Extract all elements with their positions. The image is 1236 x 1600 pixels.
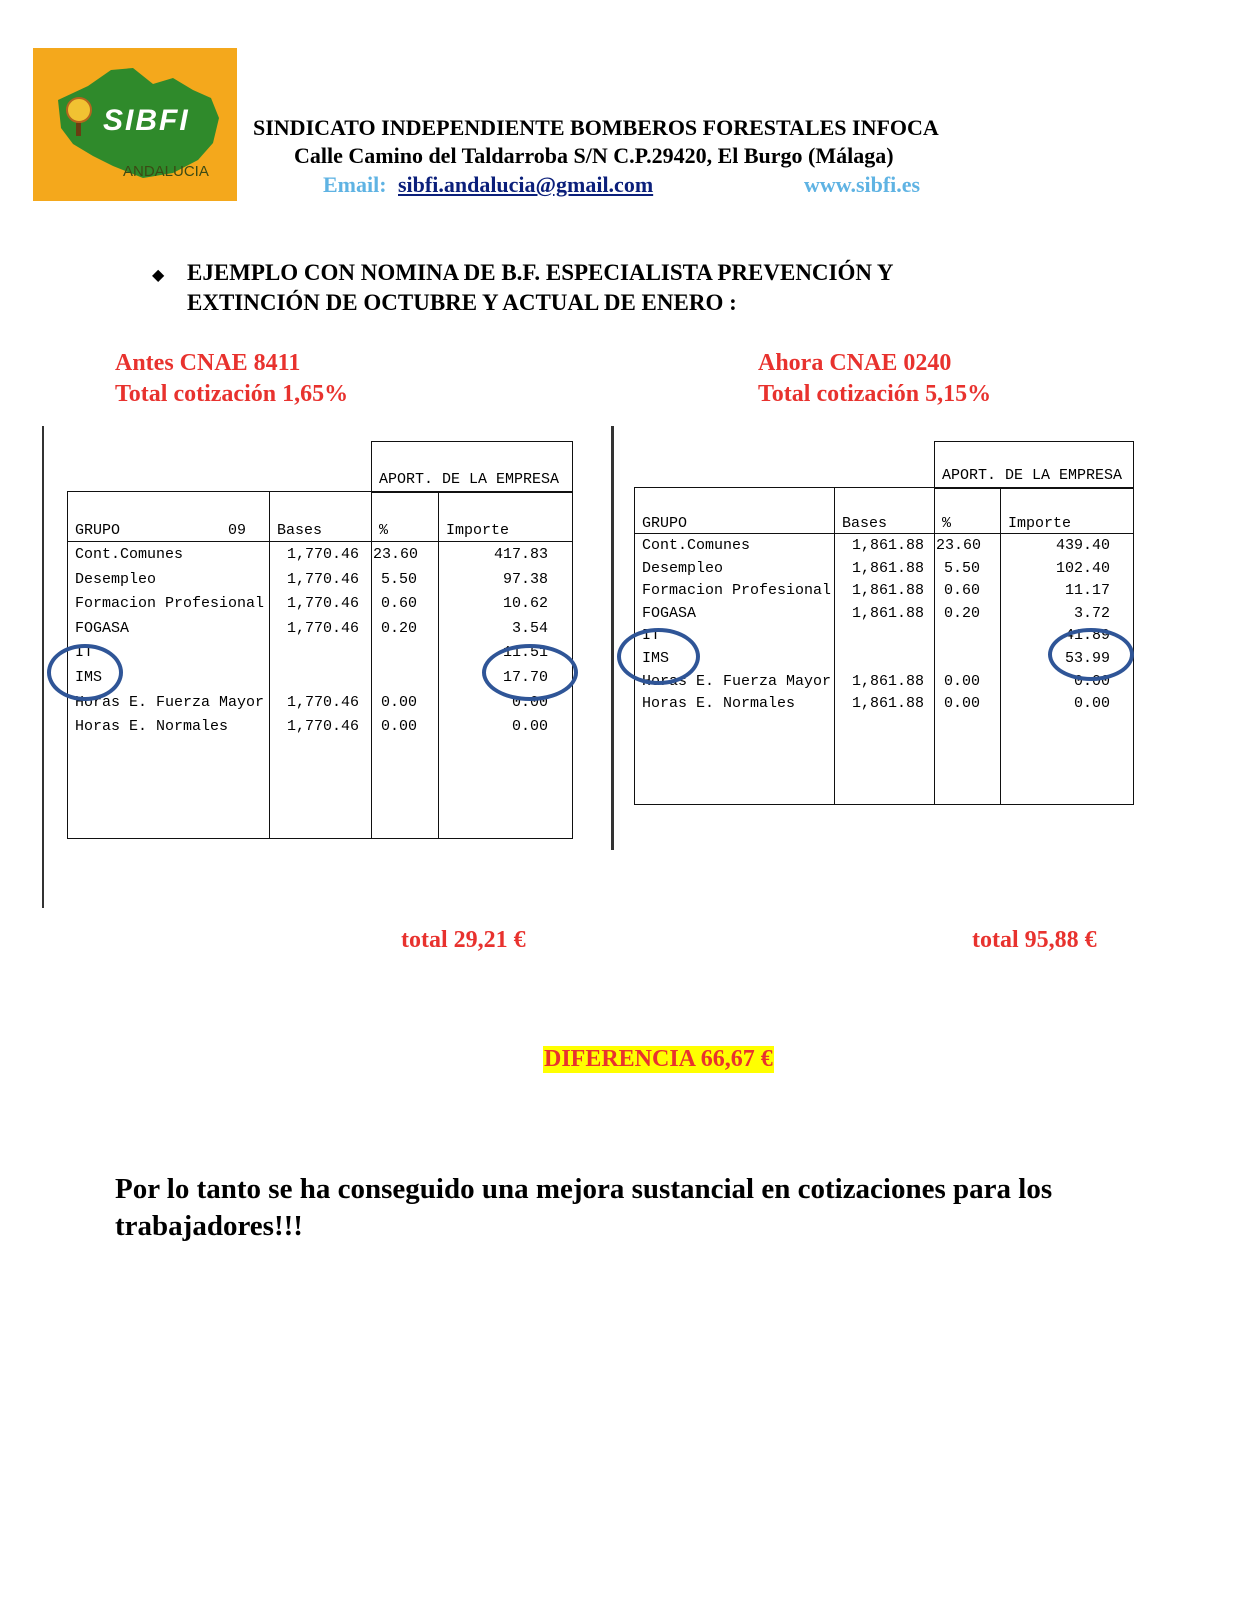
row-concept: Horas E. Fuerza Mayor <box>75 693 265 711</box>
row-concept: Cont.Comunes <box>75 546 184 563</box>
now-rate-label: Total cotización 5,15% <box>758 381 992 407</box>
website-link[interactable]: www.sibfi.es <box>804 172 921 197</box>
row-concept: Horas E. Fuerza Mayor <box>642 672 832 690</box>
row-pct: 0.00 <box>943 672 980 690</box>
row-concept: IMS <box>75 669 103 686</box>
center-divider <box>611 426 614 850</box>
col-importe: Importe <box>1008 515 1072 532</box>
row-base: 1,861.88 <box>851 672 924 690</box>
row-amount: 17.70 <box>502 669 548 686</box>
row-amount: 439.40 <box>1055 537 1110 554</box>
row-amount: 0.00 <box>511 718 548 736</box>
diamond-bullet-icon: ◆ <box>152 267 165 284</box>
row-pct: 0.00 <box>380 693 417 711</box>
row-pct: 23.60 <box>373 546 419 563</box>
employer-contribution-header: APORT. DE LA EMPRESA <box>379 471 560 488</box>
row-pct: 5.50 <box>380 570 417 588</box>
row-base: 1,861.88 <box>851 604 924 622</box>
col-grupo: GRUPO <box>642 515 688 532</box>
email-link[interactable]: sibfi.andalucia@gmail.com <box>398 172 654 197</box>
logo-region: ANDALUCIA <box>123 163 209 180</box>
row-pct: 0.60 <box>380 595 417 613</box>
row-pct: 0.00 <box>380 718 417 736</box>
row-concept: Horas E. Normales <box>642 695 796 713</box>
row-base: 1,770.46 <box>286 570 359 588</box>
row-concept: Formacion Profesional <box>75 595 265 613</box>
conclusion-text: Por lo tanto se ha conseguido una mejora sustancial en cotizaciones para los trabajadores!!! <box>115 1173 1053 1242</box>
row-amount: 0.00 <box>511 693 548 711</box>
row-amount: 10.62 <box>502 595 548 613</box>
row-pct: 0.00 <box>943 695 980 713</box>
row-amount: 11.51 <box>502 644 548 662</box>
row-base: 1,770.46 <box>286 619 359 637</box>
row-pct: 0.20 <box>380 619 417 637</box>
row-amount: 11.17 <box>1064 582 1110 600</box>
row-base: 1,770.46 <box>286 718 359 736</box>
row-base: 1,770.46 <box>286 595 359 613</box>
row-concept: IT <box>642 627 661 645</box>
left-it-ims-circle <box>47 644 123 701</box>
row-concept: Desempleo <box>642 559 724 577</box>
row-amount: 3.72 <box>1073 604 1110 622</box>
row-pct: 5.50 <box>943 559 980 577</box>
col-pct: % <box>942 515 952 532</box>
difference-highlight: DIFERENCIA 66,67 € <box>544 1046 773 1072</box>
right-it-ims-circle <box>617 628 700 685</box>
now-cnae-label: Ahora CNAE 0240 <box>758 350 952 376</box>
union-address: Calle Camino del Taldarroba S/N C.P.29420, El Burgo (Málaga) <box>294 143 894 168</box>
row-base: 1,770.46 <box>286 693 359 711</box>
grupo-number: 09 <box>228 522 247 539</box>
row-amount: 41.89 <box>1064 627 1110 645</box>
row-amount: 97.38 <box>502 570 548 588</box>
row-concept: FOGASA <box>642 604 697 622</box>
row-amount: 417.83 <box>493 546 548 563</box>
example-heading-line-1: EJEMPLO CON NOMINA DE B.F. ESPECIALISTA PREVENCIÓN Y <box>187 260 894 285</box>
sibfi-logo <box>33 48 237 201</box>
col-importe: Importe <box>446 522 510 539</box>
left-amount-circle <box>482 644 578 701</box>
before-rate-label: Total cotización 1,65% <box>115 381 349 407</box>
email-label: Email: <box>323 172 387 197</box>
col-grupo: GRUPO <box>75 522 121 539</box>
row-concept: Cont.Comunes <box>642 537 751 554</box>
row-base: 1,861.88 <box>851 537 924 554</box>
right-amount-circle <box>1048 628 1134 681</box>
row-amount: 53.99 <box>1064 650 1110 667</box>
left-divider <box>42 426 44 908</box>
row-base: 1,861.88 <box>851 582 924 600</box>
row-base: 1,770.46 <box>286 546 359 563</box>
row-concept: FOGASA <box>75 619 130 637</box>
row-amount: 3.54 <box>511 619 548 637</box>
row-pct: 0.20 <box>943 604 980 622</box>
row-amount: 0.00 <box>1073 695 1110 713</box>
row-concept: Horas E. Normales <box>75 718 229 736</box>
before-cnae-label: Antes CNAE 8411 <box>115 350 301 376</box>
logo-wordmark: SIBFI <box>103 104 190 137</box>
row-concept: IMS <box>642 650 670 667</box>
row-amount: 102.40 <box>1055 559 1110 577</box>
row-pct: 23.60 <box>936 537 982 554</box>
row-concept: Desempleo <box>75 570 157 588</box>
row-pct: 0.60 <box>943 582 980 600</box>
row-concept: Formacion Profesional <box>642 582 832 600</box>
row-base: 1,861.88 <box>851 559 924 577</box>
col-pct: % <box>379 522 389 539</box>
col-bases: Bases <box>842 515 888 532</box>
example-heading-line-2: EXTINCIÓN DE OCTUBRE Y ACTUAL DE ENERO : <box>187 290 737 315</box>
employer-contribution-header: APORT. DE LA EMPRESA <box>942 467 1123 484</box>
col-bases: Bases <box>277 522 323 539</box>
now-total: total 95,88 € <box>972 927 1097 953</box>
row-concept: IT <box>75 644 94 662</box>
union-name: SINDICATO INDEPENDIENTE BOMBEROS FORESTALES INFOCA <box>253 115 939 140</box>
row-base: 1,861.88 <box>851 695 924 713</box>
before-total: total 29,21 € <box>401 927 526 953</box>
row-amount: 0.00 <box>1073 672 1110 690</box>
